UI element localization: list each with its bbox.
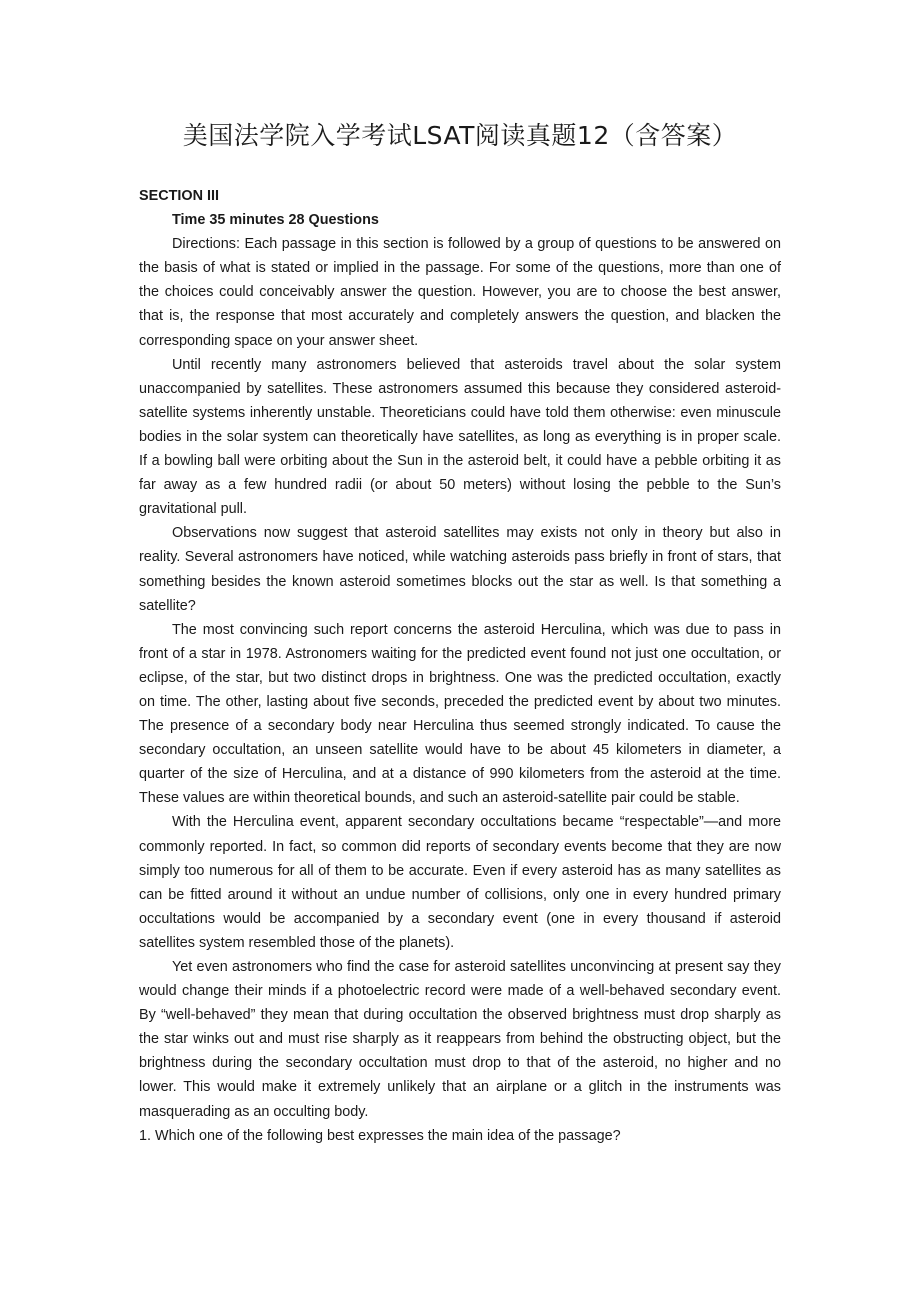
passage-paragraph-2: Observations now suggest that asteroid satellites may exists not only in theory but also in reality. Several astronomers have noticed, while watching asteroids pass briefly in front of stars, that something besides the known asteroid sometimes blocks out the star as well. Is that something a satellite? bbox=[139, 525, 781, 614]
section-heading: SECTION III bbox=[139, 188, 219, 204]
passage-paragraph-5: Yet even astronomers who find the case for asteroid satellites unconvincing at present say they would change their minds if a photoelectric record were made of a well-behaved secondary event. By “well-behaved” they mean that during occultation the observed brightness must drop sharply as the star winks out and must rise sharply as it reappears from behind the obstructing object, but the brightness during the secondary occultation must drop to that of the asteroid, no higher and no lower. This would make it extremely unlikely that an airplane or a glitch in the instruments was masquerading as an occulting body. bbox=[139, 959, 781, 1120]
time-line: Time 35 minutes 28 Questions bbox=[172, 212, 379, 229]
question-1: 1. Which one of the following best expresses the main idea of the passage? bbox=[139, 1127, 621, 1144]
document-body bbox=[139, 184, 781, 1148]
passage-paragraph-3: The most convincing such report concerns the asteroid Herculina, which was due to pass in front of a star in 1978. Astronomers waiting for the predicted event found not just one occultation, or eclipse, of the star, but two distinct drops in brightness. One was the predicted occultation, exactly on time. The other, lasting about five seconds, preceded the predicted event by about two minutes. The presence of a secondary body near Herculina thus seemed strongly indicated. To cause the secondary occultation, an unseen satellite would have to be about 45 kilometers in diameter, a quarter of the size of Herculina, and at a distance of 990 kilometers from the asteroid at the time. These values are within theoretical bounds, and such an asteroid-satellite pair could be stable. bbox=[139, 621, 781, 807]
passage-paragraph-4: With the Herculina event, apparent secondary occultations became “respectable”—and more commonly reported. In fact, so common did reports of secondary events become that they are now simply too numerous for all of them to be accurate. Even if every asteroid has as many satellites as can be fitted around it without an undue number of collisions, only one in every hundred primary occultations would be accompanied by a secondary event (one in every thousand if asteroid satellites system resembled those of the planets). bbox=[139, 814, 781, 951]
passage-paragraph-1: Until recently many astronomers believed that asteroids travel about the solar system unaccompanied by satellites. These astronomers assumed this because they considered asteroid-satellite systems inherently unstable. Theoreticians could have told them otherwise: even minuscule bodies in the solar system can theoretically have satellites, as long as everything is in proper scale. If a bowling ball were orbiting about the Sun in the asteroid belt, it could have a pebble orbiting it as far away as a few hundred radii (or about 50 meters) without losing the pebble to the Sun’s gravitational pull. bbox=[139, 356, 781, 518]
directions-paragraph: Directions: Each passage in this section is followed by a group of questions to be answered on the basis of what is stated or implied in the passage. For some of the questions, more than one of the choices could conceivably answer the question. However, you are to choose the best answer, that is, the response that most accurately and completely answers the question, and blacken the corresponding space on your answer sheet. bbox=[139, 236, 781, 349]
document-title: 美国法学院入学考试LSAT阅读真题12（含答案） bbox=[182, 121, 738, 150]
